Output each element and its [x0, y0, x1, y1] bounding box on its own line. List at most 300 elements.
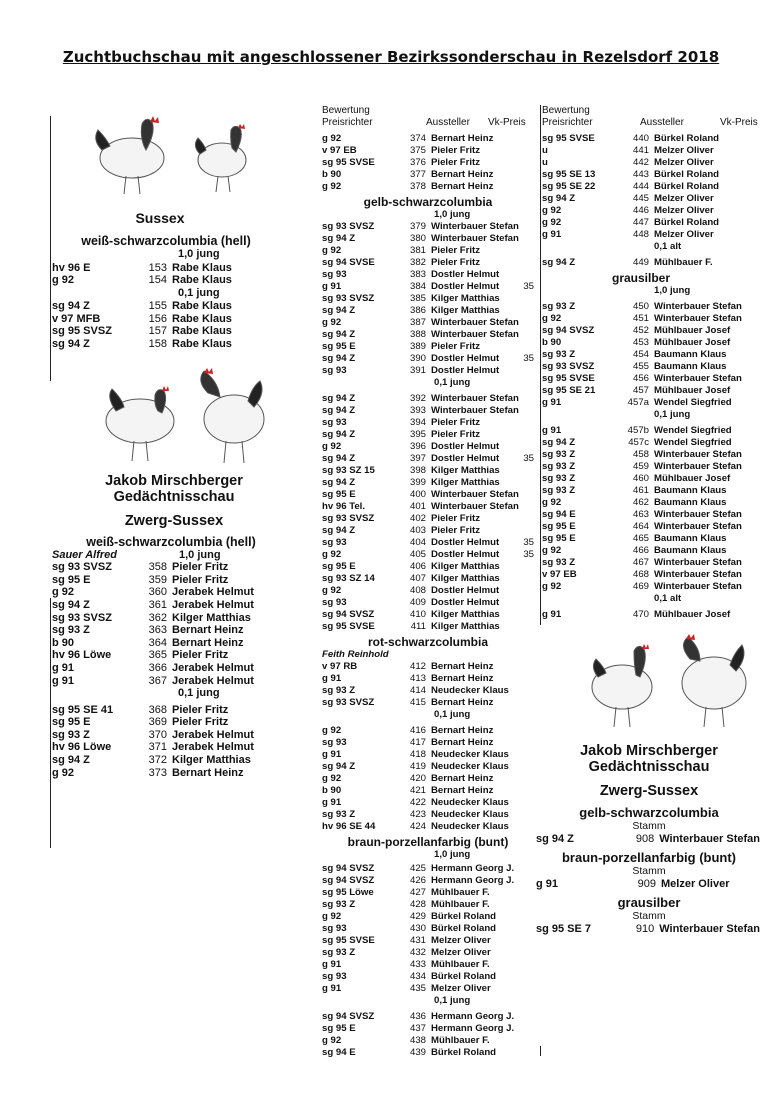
- entry-exhibitor: Mühlbauer Josef: [654, 325, 731, 337]
- entry-number: 444: [632, 181, 649, 192]
- entry-exhibitor: Pieler Fritz: [431, 257, 481, 269]
- zwerg-sussex-entries: [52, 549, 280, 780]
- entry-exhibitor: Jerabek Helmut: [172, 661, 254, 674]
- entry-number: 395: [409, 429, 426, 441]
- zwerg-sussex-chickens-illustration: [88, 367, 288, 467]
- entry-row: [542, 361, 760, 373]
- entry-exhibitor: Baumann Klaus: [654, 545, 727, 557]
- entry-row: [52, 612, 280, 625]
- entry-number: 446: [632, 205, 649, 216]
- entry-row: [322, 887, 534, 899]
- continued-entries: [542, 133, 760, 269]
- entry-number: 470: [632, 609, 649, 621]
- entry-grade: sg 94 Z: [322, 405, 356, 417]
- entry-row: [542, 497, 760, 509]
- entry-row: [322, 341, 534, 353]
- entry-grade: sg 93 SZ 15: [322, 465, 375, 477]
- entry-grade: sg 95 E: [322, 489, 356, 501]
- entry-row: [322, 513, 534, 525]
- entry-exhibitor: Wendel Siegfried: [654, 397, 732, 409]
- entry-row: [542, 385, 760, 397]
- entry-row: [322, 773, 534, 785]
- entry-exhibitor: Bürkel Roland: [654, 181, 720, 192]
- entry-number: 434: [409, 970, 426, 982]
- gelb-schwarzcolumbia-section: [322, 195, 534, 633]
- entry-row: [542, 157, 760, 169]
- entry-exhibitor: Melzer Oliver: [654, 205, 714, 216]
- entry-row: [542, 337, 760, 349]
- class-label: Stamm: [632, 820, 666, 833]
- entry-number: 436: [409, 1011, 426, 1023]
- entry-exhibitor: Dostler Helmut: [431, 549, 500, 561]
- entry-grade: sg 95 SVSZ: [52, 325, 112, 338]
- class-label: 1,0 jung: [654, 285, 691, 297]
- entry-grade: g 92: [322, 245, 342, 257]
- entry-grade: sg 93: [322, 269, 347, 281]
- entry-grade: sg 95 SVSE: [322, 157, 375, 168]
- entry-number: 462: [632, 497, 649, 509]
- entry-number: 411: [410, 621, 426, 633]
- entry-grade: g 92: [52, 274, 75, 287]
- entry-number: 377: [409, 169, 426, 180]
- entry-number: 358: [148, 561, 167, 574]
- entry-grade: sg 94 SVSZ: [322, 609, 375, 621]
- entry-row: [322, 673, 534, 685]
- entry-exhibitor: Bürkel Roland: [654, 217, 720, 228]
- entry-row: [542, 449, 760, 461]
- entry-grade: b 90: [542, 337, 562, 349]
- class-label: 0,1 jung: [434, 708, 471, 720]
- entry-exhibitor: Winterbauer Stefan: [654, 557, 742, 569]
- entry-row: [52, 649, 280, 662]
- entry-exhibitor: Melzer Oliver: [431, 982, 491, 994]
- entry-exhibitor: Kilger Matthias: [431, 293, 500, 305]
- entry-number: 451: [632, 313, 649, 325]
- entry-row: [542, 193, 760, 205]
- entry-number: 401: [409, 501, 426, 513]
- color-heading: rot-schwarzcolumbia: [367, 635, 489, 650]
- entry-number: 416: [409, 724, 426, 736]
- entry-grade: v 97 RB: [322, 660, 358, 672]
- entry-exhibitor: Bernart Heinz: [431, 660, 494, 672]
- entry-exhibitor: Bernart Heinz: [431, 696, 494, 708]
- entry-exhibitor: Melzer Oliver: [654, 145, 714, 156]
- entry-grade: sg 95 E: [542, 521, 576, 533]
- entry-grade: sg 94 Z: [322, 305, 356, 317]
- entry-grade: sg 93: [322, 970, 347, 982]
- entry-row: [536, 877, 760, 891]
- entry-row: [322, 305, 534, 317]
- table-header: [542, 105, 760, 128]
- entry-exhibitor: Pieler Fritz: [172, 716, 229, 729]
- entry-row: [322, 737, 534, 749]
- entry-number: 367: [148, 674, 167, 687]
- entry-grade: u: [542, 145, 548, 156]
- stamm-chickens-illustration: [562, 631, 762, 731]
- entry-row: [542, 557, 760, 569]
- entry-row: [322, 269, 534, 281]
- entry-row: [322, 899, 534, 911]
- entry-exhibitor: Mühlbauer F.: [431, 1035, 490, 1047]
- entry-exhibitor: Melzer Oliver: [431, 934, 491, 946]
- class-label: 0,1 jung: [434, 377, 471, 389]
- entry-exhibitor: Pieler Fritz: [431, 429, 481, 441]
- entry-grade: sg 94 Z: [322, 233, 356, 245]
- entry-grade: g 92: [322, 133, 342, 144]
- entry-number: 373: [148, 766, 167, 779]
- entry-exhibitor: Bernart Heinz: [172, 766, 244, 779]
- entry-number: 154: [148, 274, 167, 287]
- entry-exhibitor: Mühlbauer F.: [431, 886, 490, 898]
- entry-grade: sg 94 Z: [322, 760, 356, 772]
- entry-row: [322, 169, 534, 181]
- entry-row: [542, 485, 760, 497]
- entry-grade: g 92: [322, 910, 342, 922]
- entry-number: 909: [637, 878, 656, 891]
- entry-exhibitor: Neudecker Klaus: [431, 820, 509, 832]
- entry-number: 369: [148, 716, 167, 729]
- entry-exhibitor: Baumann Klaus: [654, 349, 727, 361]
- entry-grade: sg 94 SVSZ: [322, 862, 375, 874]
- entry-grade: sg 94 Z: [542, 437, 576, 449]
- entry-exhibitor: Dostler Helmut: [431, 597, 500, 609]
- column-rule-mark: [540, 1046, 541, 1056]
- entry-grade: g 91: [322, 672, 342, 684]
- entry-row: [322, 393, 534, 405]
- entry-exhibitor: Winterbauer Stefan: [659, 833, 760, 846]
- entry-exhibitor: Mühlbauer Josef: [654, 473, 731, 485]
- entry-exhibitor: Bernart Heinz: [431, 181, 494, 192]
- entry-exhibitor: Neudecker Klaus: [431, 808, 509, 820]
- entry-row: [322, 429, 534, 441]
- entry-exhibitor: Kilger Matthias: [431, 465, 500, 477]
- entry-grade: sg 93 Z: [322, 808, 356, 820]
- entry-number: 375: [409, 145, 426, 156]
- entry-grade: g 91: [52, 674, 75, 687]
- judge-name: Feith Reinhold: [322, 649, 389, 661]
- entry-exhibitor: Winterbauer Stefan: [654, 569, 742, 581]
- entry-number: 430: [409, 922, 426, 934]
- entry-number: 457b: [627, 425, 649, 437]
- entry-number: 383: [409, 269, 426, 281]
- entry-grade: g 92: [52, 766, 75, 779]
- entry-row: [52, 741, 280, 754]
- entry-number: 447: [632, 217, 649, 228]
- entry-exhibitor: Melzer Oliver: [661, 878, 730, 891]
- class-label: 0,1 alt: [654, 241, 682, 252]
- entry-number: 359: [148, 573, 167, 586]
- entry-row: [52, 637, 280, 650]
- entry-number: 394: [409, 417, 426, 429]
- entry-grade: sg 94 E: [542, 509, 576, 521]
- entry-row: [322, 971, 534, 983]
- entry-number: 461: [632, 485, 649, 497]
- entry-grade: sg 95 SE 7: [536, 923, 592, 936]
- entry-grade: g 91: [542, 609, 562, 621]
- entry-exhibitor: Bernart Heinz: [431, 736, 494, 748]
- entry-grade: sg 95 E: [52, 573, 91, 586]
- entry-grade: g 91: [322, 281, 342, 293]
- entry-grade: hv 96 E: [52, 261, 91, 274]
- entry-row: [322, 661, 534, 673]
- entry-grade: sg 93 SVSZ: [322, 696, 375, 708]
- entry-exhibitor: Bürkel Roland: [431, 922, 497, 934]
- entry-exhibitor: Bernart Heinz: [431, 724, 494, 736]
- entry-number: 441: [632, 145, 649, 156]
- entry-number: 452: [632, 325, 649, 337]
- memorial-heading-line1: Jakob Mirschberger: [580, 743, 718, 760]
- entry-row: [322, 181, 534, 193]
- breed-heading-sussex: Sussex: [135, 210, 185, 226]
- entry-row: [322, 537, 534, 549]
- entry-grade: sg 94 E: [322, 1047, 356, 1059]
- entry-grade: sg 93: [322, 417, 347, 429]
- class-label: Stamm: [632, 910, 666, 923]
- column-left: [52, 110, 280, 779]
- entry-exhibitor: Melzer Oliver: [431, 946, 491, 958]
- entry-grade: sg 94 Z: [52, 753, 90, 766]
- entry-row: [322, 875, 534, 887]
- page-title: Zuchtbuchschau mit angeschlossener Bezirkssonderschau in Rezelsdorf 2018: [62, 48, 720, 66]
- entry-sale-price: 35: [523, 549, 534, 561]
- entry-row: [322, 573, 534, 585]
- entry-exhibitor: Winterbauer Stefan: [654, 521, 742, 533]
- entry-row: [322, 911, 534, 923]
- header-preisrichter: Preisrichter: [322, 116, 373, 128]
- entry-exhibitor: Rabe Klaus: [172, 261, 232, 274]
- entry-number: 153: [148, 261, 167, 274]
- entry-exhibitor: Mühlbauer Josef: [654, 609, 731, 621]
- entry-number: 388: [409, 329, 426, 341]
- header-bewertung: Bewertung: [322, 105, 370, 116]
- entry-grade: g 92: [542, 581, 562, 593]
- entry-grade: sg 95 SE 21: [542, 385, 596, 397]
- entry-grade: g 92: [542, 217, 562, 228]
- entry-grade: sg 93 SVSZ: [52, 561, 112, 574]
- entry-row: [52, 325, 280, 338]
- entry-number: 448: [632, 229, 649, 240]
- entry-row: [542, 581, 760, 593]
- entry-exhibitor: Wendel Siegfried: [654, 425, 732, 437]
- entry-row: [52, 624, 280, 637]
- entry-exhibitor: Kilger Matthias: [431, 609, 500, 621]
- entry-exhibitor: Kilger Matthias: [431, 561, 500, 573]
- entry-grade: b 90: [322, 169, 342, 180]
- entry-exhibitor: Bernart Heinz: [431, 133, 494, 144]
- entry-grade: sg 95 E: [322, 561, 356, 573]
- entry-row: [542, 169, 760, 181]
- judge-row: [52, 549, 280, 562]
- rot-schwarzcolumbia-section: [322, 635, 534, 833]
- entry-row: [322, 157, 534, 169]
- entry-row: [322, 405, 534, 417]
- entry-exhibitor: Winterbauer Stefan: [431, 233, 519, 245]
- entry-exhibitor: Melzer Oliver: [654, 157, 714, 168]
- color-heading-sussex: weiß-schwarzcolumbia (hell): [81, 234, 251, 248]
- entry-row: [322, 257, 534, 269]
- continued-entries: [322, 133, 534, 193]
- header-bewertung: Bewertung: [542, 105, 590, 116]
- entry-row: [52, 729, 280, 742]
- entry-row: [542, 425, 760, 437]
- entry-number: 432: [409, 946, 426, 958]
- entry-grade: sg 94 Z: [322, 525, 356, 537]
- entry-exhibitor: Mühlbauer Josef: [654, 337, 731, 349]
- grausilber-section: [542, 271, 760, 621]
- entry-exhibitor: Bürkel Roland: [654, 133, 720, 144]
- entry-grade: g 92: [542, 545, 562, 557]
- entry-number: 361: [148, 598, 167, 611]
- entry-row: [52, 300, 280, 313]
- entry-grade: hv 96 Tel.: [322, 501, 366, 513]
- entry-row: [322, 145, 534, 157]
- breed-heading-zwerg-sussex: Zwerg-Sussex: [124, 512, 224, 529]
- entry-grade: sg 95 SE 41: [52, 703, 114, 716]
- entry-grade: g 92: [322, 317, 342, 329]
- entry-row: [322, 761, 534, 773]
- entry-number: 454: [632, 349, 649, 361]
- entry-grade: v 97 MFB: [52, 312, 101, 325]
- entry-row: [322, 317, 534, 329]
- entry-exhibitor: Baumann Klaus: [654, 361, 727, 373]
- entry-number: 456: [632, 373, 649, 385]
- entry-row: [322, 245, 534, 257]
- entry-row: [322, 749, 534, 761]
- entry-grade: v 97 EB: [542, 569, 577, 581]
- entry-exhibitor: Pieler Fritz: [172, 561, 229, 574]
- entry-exhibitor: Winterbauer Stefan: [431, 317, 519, 329]
- entry-row: [322, 1047, 534, 1059]
- entry-grade: g 91: [542, 229, 562, 240]
- entry-number: 406: [409, 561, 426, 573]
- entry-row: [542, 133, 760, 145]
- entry-number: 420: [409, 772, 426, 784]
- entry-grade: g 92: [322, 549, 342, 561]
- entry-grade: sg 94 Z: [52, 598, 90, 611]
- entry-number: 442: [632, 157, 649, 168]
- entry-sale-price: 35: [523, 537, 534, 549]
- column-right: [536, 105, 760, 936]
- entry-exhibitor: Mühlbauer Josef: [654, 385, 731, 397]
- entry-number: 417: [409, 736, 426, 748]
- entry-row: [322, 465, 534, 477]
- entry-number: 431: [409, 934, 426, 946]
- header-aussteller: Aussteller: [426, 116, 470, 128]
- entry-exhibitor: Hermann Georg J.: [431, 1023, 515, 1035]
- entry-exhibitor: Jerabek Helmut: [172, 741, 254, 754]
- entry-number: 155: [148, 300, 167, 313]
- entry-number: 415: [409, 696, 426, 708]
- entry-exhibitor: Wendel Siegfried: [654, 437, 732, 449]
- entry-number: 429: [409, 910, 426, 922]
- entry-number: 424: [409, 820, 426, 832]
- entry-number: 437: [409, 1023, 426, 1035]
- entry-row: [52, 716, 280, 729]
- entry-exhibitor: Dostler Helmut: [431, 353, 500, 365]
- entry-row: [536, 922, 760, 936]
- entry-number: 469: [632, 581, 649, 593]
- class-label: 0,1 jung: [178, 687, 220, 700]
- breed-heading-zwerg-sussex: Zwerg-Sussex: [599, 783, 699, 800]
- entry-grade: sg 93 SVSZ: [52, 611, 112, 624]
- entry-number: 465: [632, 533, 649, 545]
- entry-number: 365: [148, 649, 167, 662]
- color-heading: gelb-schwarzcolumbia: [363, 195, 493, 209]
- entry-row: [542, 397, 760, 409]
- entry-number: 376: [409, 157, 426, 168]
- entry-number: 368: [148, 703, 167, 716]
- entry-number: 372: [148, 753, 167, 766]
- entry-exhibitor: Baumann Klaus: [654, 533, 727, 545]
- entry-number: 381: [409, 245, 426, 257]
- entry-sale-price: 35: [523, 453, 534, 465]
- entry-row: [536, 832, 760, 846]
- class-label: 0,1 jung: [654, 409, 691, 421]
- entry-number: 433: [409, 958, 426, 970]
- entry-grade: g 91: [322, 958, 342, 970]
- entry-grade: sg 95 E: [542, 533, 576, 545]
- entry-grade: sg 93 Z: [542, 449, 576, 461]
- entry-exhibitor: Melzer Oliver: [654, 229, 714, 240]
- entry-grade: sg 93 SVSZ: [322, 221, 375, 233]
- entry-row: [322, 489, 534, 501]
- entry-number: 408: [409, 585, 426, 597]
- entry-exhibitor: Dostler Helmut: [431, 441, 500, 453]
- entry-grade: sg 95 SE 22: [542, 181, 596, 192]
- entry-grade: sg 94 Z: [322, 353, 356, 365]
- entry-exhibitor: Winterbauer Stefan: [654, 461, 742, 473]
- entry-row: [52, 599, 280, 612]
- header-vkpreis: Vk-Preis: [720, 116, 758, 128]
- stamm-section: [536, 805, 760, 936]
- entry-number: 362: [148, 611, 167, 624]
- entry-grade: sg 93 Z: [542, 473, 576, 485]
- entry-grade: sg 93: [322, 736, 347, 748]
- entry-grade: g 91: [542, 397, 562, 409]
- entry-exhibitor: Hermann Georg J.: [431, 862, 515, 874]
- entry-number: 908: [635, 833, 655, 846]
- entry-row: [322, 821, 534, 833]
- entry-exhibitor: Pieler Fritz: [172, 649, 229, 662]
- entry-number: 404: [409, 537, 426, 549]
- entry-number: 453: [632, 337, 649, 349]
- entry-number: 390: [409, 353, 426, 365]
- entry-exhibitor: Pieler Fritz: [172, 573, 229, 586]
- entry-exhibitor: Winterbauer Stefan: [654, 313, 742, 325]
- entry-row: [52, 561, 280, 574]
- entry-grade: sg 93: [322, 922, 347, 934]
- entry-row: [322, 501, 534, 513]
- entry-exhibitor: Hermann Georg J.: [431, 874, 515, 886]
- entry-row: [542, 373, 760, 385]
- entry-number: 398: [409, 465, 426, 477]
- entry-number: 403: [409, 525, 426, 537]
- entry-row: [322, 453, 534, 465]
- entry-number: 366: [148, 661, 167, 674]
- entry-row: [322, 417, 534, 429]
- entry-grade: sg 94 Z: [542, 193, 576, 204]
- entry-grade: sg 94 SVSZ: [542, 325, 595, 337]
- class-label: 1,0 jung: [179, 548, 221, 561]
- entry-exhibitor: Winterbauer Stefan: [654, 449, 742, 461]
- entry-exhibitor: Neudecker Klaus: [431, 796, 509, 808]
- entry-number: 391: [409, 365, 426, 377]
- entry-number: 464: [632, 521, 649, 533]
- entry-grade: sg 94 Z: [322, 393, 356, 405]
- entry-grade: b 90: [322, 784, 342, 796]
- entry-exhibitor: Neudecker Klaus: [431, 684, 509, 696]
- color-heading: braun-porzellanfarbig (bunt): [347, 834, 509, 849]
